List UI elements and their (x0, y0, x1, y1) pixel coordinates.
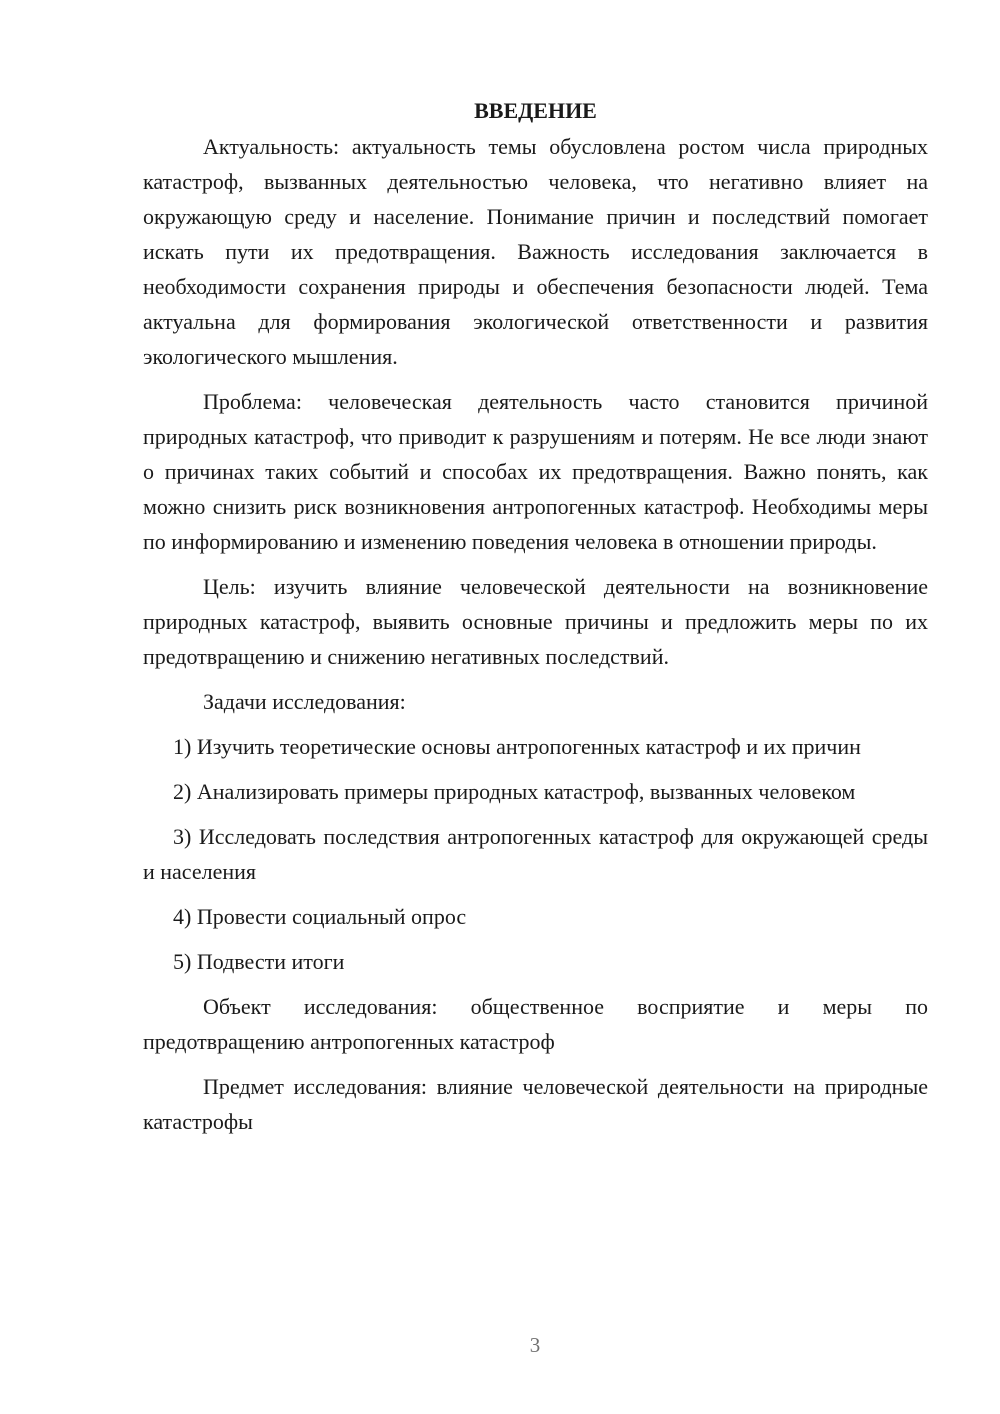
task-item-3: 3) Исследовать последствия антропогенных катастроф для окружающей среды и населения (143, 824, 928, 884)
subject-paragraph: Предмет исследования: влияние человеческой деятельности на природные катастрофы (143, 1074, 928, 1134)
section-heading: ВВЕДЕНИЕ (474, 98, 597, 123)
problem-paragraph: Проблема: человеческая деятельность часто становится причиной природных катастроф, что приводит к разрушениям и потерям. Не все люди знают о причинах таких событий и способах их предотвращения. Важно понять, как можно снизить риск возникновения антропогенных катастроф. Необходимы меры по информированию и изменению поведения человека в отношении природы. (143, 389, 928, 554)
task-item-4: 4) Провести социальный опрос (173, 904, 467, 929)
page-number: 3 (529, 1333, 541, 1357)
page-content (143, 93, 928, 1149)
goal-paragraph: Цель: изучить влияние человеческой деятельности на возникновение природных катастроф, выявить основные причины и предложить меры по их предотвращению и снижению негативных последствий. (143, 574, 928, 669)
task-item-5: 5) Подвести итоги (173, 949, 345, 974)
task-item-2: 2) Анализировать примеры природных катастроф, вызванных человеком (173, 779, 856, 804)
object-paragraph: Объект исследования: общественное восприятие и меры по предотвращению антропогенных катастроф (143, 994, 928, 1054)
relevance-paragraph: Актуальность: актуальность темы обусловлена ростом числа природных катастроф, вызванных деятельностью человека, что негативно влияет на окружающую среду и население. Понимание причин и последствий помогает искать пути их предотвращения. Важность исследования заключается в необходимости сохранения природы и обеспечения безопасности людей. Тема актуальна для формирования экологической ответственности и развития экологического мышления. (143, 134, 928, 369)
task-item-1: 1) Изучить теоретические основы антропогенных катастроф и их причин (173, 734, 861, 759)
tasks-title: Задачи исследования: (203, 689, 406, 714)
